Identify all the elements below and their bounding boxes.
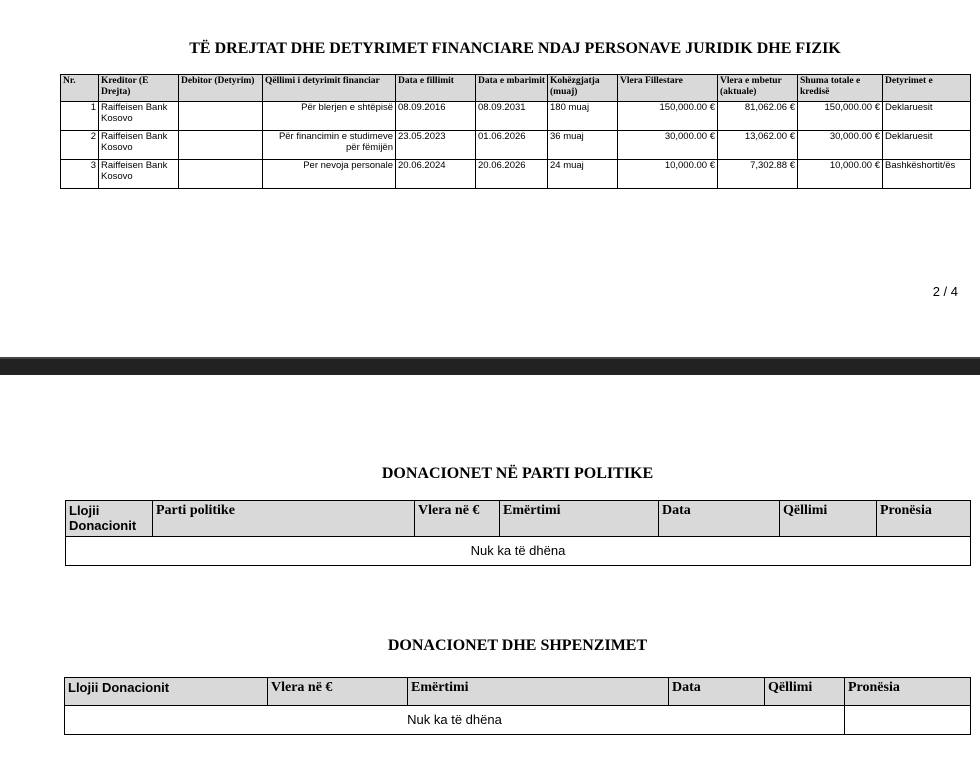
cell-vlera-mbetur: 81,062.06 € — [718, 102, 798, 131]
cell-detyrimet: Deklaruesit — [883, 131, 971, 160]
table-row — [65, 706, 971, 735]
col-header: Vlera në € — [268, 678, 408, 706]
cell-debitor — [179, 131, 263, 160]
cell-detyrimet: Bashkëshortit/ës — [883, 160, 971, 189]
cell-qellimi: Per nevoja personale — [263, 160, 396, 189]
col-header: Vlera në € — [415, 501, 500, 537]
table-header-row — [66, 501, 971, 537]
col-header: Qëllimi — [780, 501, 877, 537]
col-header: Pronësia — [845, 678, 971, 706]
financial-obligations-table — [60, 74, 971, 189]
col-header: Kohëzgjatja (muaj) — [548, 75, 618, 102]
donations-expenses-title: DONACIONET DHE SHPENZIMET — [387, 637, 648, 654]
col-header: Vlera Fillestare — [618, 75, 718, 102]
cell-nr: 1 — [61, 102, 99, 131]
empty-message: Nuk ka të dhëna — [65, 706, 845, 735]
table-row — [66, 537, 971, 566]
table-row — [61, 102, 971, 131]
col-header: Kreditor (E Drejta) — [99, 75, 179, 102]
page-number: 2 / 4 — [932, 284, 958, 299]
col-header: Data — [659, 501, 780, 537]
donations-parties-table — [65, 500, 971, 566]
col-header: Llojii Donacionit — [66, 501, 153, 537]
cell-kohezgjatja: 36 muaj — [548, 131, 618, 160]
cell-vlera-fillestare: 10,000.00 € — [618, 160, 718, 189]
cell-kreditor: Raiffeisen Bank Kosovo — [99, 160, 179, 189]
table-header-row — [61, 75, 971, 102]
col-header: Pronësia — [877, 501, 971, 537]
cell-vlera-mbetur: 7,302.88 € — [718, 160, 798, 189]
col-header: Qëllimi i detyrimit financiar — [263, 75, 396, 102]
cell-qellimi: Për blerjen e shtëpisë — [263, 102, 396, 131]
cell-shuma-totale: 30,000.00 € — [798, 131, 883, 160]
cell-debitor — [179, 160, 263, 189]
col-header: Llojii Donacionit — [65, 678, 268, 706]
col-header: Data — [669, 678, 765, 706]
cell-kohezgjatja: 180 muaj — [548, 102, 618, 131]
cell-fillimi: 20.06.2024 — [396, 160, 476, 189]
cell-detyrimet: Deklaruesit — [883, 102, 971, 131]
col-header: Shuma totale e kredisë — [798, 75, 883, 102]
donations-parties-title: DONACIONET NË PARTI POLITIKE — [381, 465, 654, 482]
cell-vlera-mbetur: 13,062.00 € — [718, 131, 798, 160]
table-row — [61, 131, 971, 160]
cell-qellimi: Për financimin e studimeve për fëmijën — [263, 131, 396, 160]
col-header: Emërtimi — [408, 678, 669, 706]
cell-vlera-fillestare: 150,000.00 € — [618, 102, 718, 131]
cell-shuma-totale: 150,000.00 € — [798, 102, 883, 131]
col-header: Qëllimi — [765, 678, 845, 706]
cell-debitor — [179, 102, 263, 131]
donations-expenses-table — [64, 677, 971, 735]
cell-nr: 3 — [61, 160, 99, 189]
cell-fillimi: 08.09.2016 — [396, 102, 476, 131]
col-header: Data e mbarimit — [476, 75, 548, 102]
cell-kreditor: Raiffeisen Bank Kosovo — [99, 131, 179, 160]
col-header: Parti politike — [153, 501, 415, 537]
cell-mbarimi: 08.09.2031 — [476, 102, 548, 131]
cell-mbarimi: 20.06.2026 — [476, 160, 548, 189]
cell-fillimi: 23.05.2023 — [396, 131, 476, 160]
table-header-row — [65, 678, 971, 706]
financial-obligations-title: TË DREJTAT DHE DETYRIMET FINANCIARE NDAJ PERSONAVE JURIDIK DHE FIZIK — [189, 40, 841, 57]
col-header: Detyrimet e — [883, 75, 971, 102]
cell-kreditor: Raiffeisen Bank Kosovo — [99, 102, 179, 131]
cell-kohezgjatja: 24 muaj — [548, 160, 618, 189]
cell-vlera-fillestare: 30,000.00 € — [618, 131, 718, 160]
cell-nr: 2 — [61, 131, 99, 160]
col-header: Debitor (Detyrim) — [179, 75, 263, 102]
cell-mbarimi: 01.06.2026 — [476, 131, 548, 160]
col-header: Emërtimi — [500, 501, 659, 537]
col-header: Data e fillimit — [396, 75, 476, 102]
empty-cell — [845, 706, 971, 735]
page-separator — [0, 357, 980, 375]
empty-message: Nuk ka të dhëna — [66, 537, 971, 566]
table-row — [61, 160, 971, 189]
cell-shuma-totale: 10,000.00 € — [798, 160, 883, 189]
col-header: Vlera e mbetur (aktuale) — [718, 75, 798, 102]
col-header: Nr. — [61, 75, 99, 102]
